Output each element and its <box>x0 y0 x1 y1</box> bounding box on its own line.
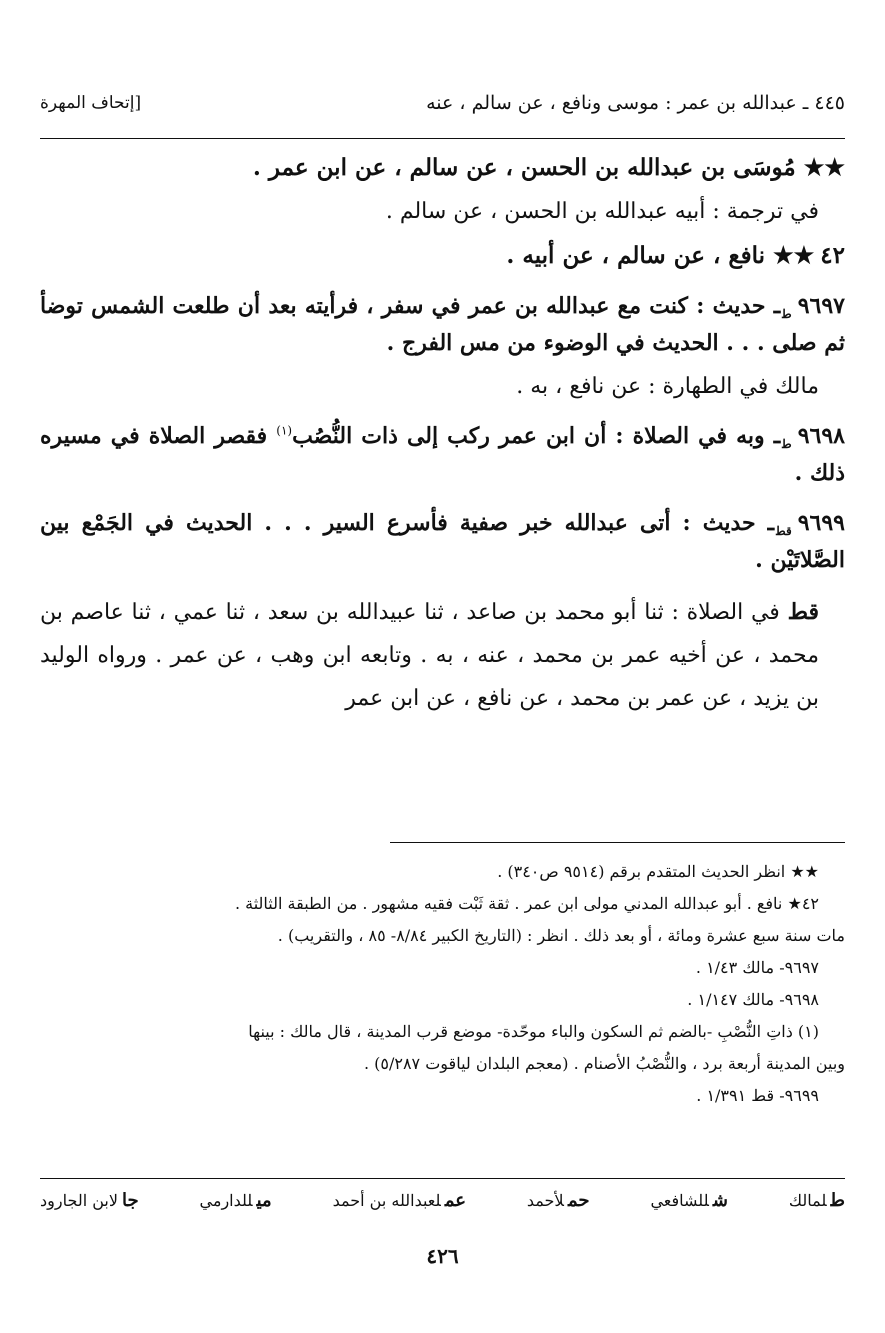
hadith-9698 <box>40 418 845 493</box>
source-mark: ط <box>782 306 792 321</box>
footnote-line: ٩٦٩٨- مالك ١/١٤٧ . <box>687 990 819 1009</box>
abbreviation-item: جالابن الجارود <box>40 1190 139 1211</box>
header-rule <box>40 138 845 139</box>
hadith-number: ٩٦٩٩ <box>797 509 845 536</box>
footnote-line: وبين المدينة أربعة برد ، والنُّصْبُ الأصنام . (معجم البلدان لياقوت ٥/٢٨٧) . <box>363 1054 845 1073</box>
narrator-entry-text: مُوسَى بن عبدالله بن الحسن ، عن سالم ، عن ابن عمر . <box>252 154 796 181</box>
abbreviation-item: حملأحمد <box>526 1190 590 1211</box>
running-header <box>40 86 845 120</box>
abbreviation-item: شللشافعي <box>650 1190 728 1211</box>
abbreviation-item: طلمالك <box>788 1190 845 1211</box>
footnote-line: ٩٦٩٩- قط ١/٣٩١ . <box>696 1086 819 1105</box>
cross-reference: في ترجمة : أبيه عبدالله بن الحسن ، عن سالم . <box>385 199 819 225</box>
abbreviation-rule <box>40 1178 845 1179</box>
footnote-line: ٩٦٩٧- مالك ١/٤٣ . <box>695 958 819 977</box>
footnote-separator <box>390 842 845 843</box>
main-text <box>40 148 845 721</box>
page-number: ٤٢٦ <box>426 1244 459 1268</box>
hadith-number: ٩٦٩٨ <box>797 422 845 449</box>
narrator-entry-nafi <box>40 236 845 275</box>
source-mark: ط <box>782 437 792 452</box>
abbreviation-item: ميللدارمي <box>199 1190 272 1211</box>
narrator-entry-text: نافع ، عن سالم ، عن أبيه . <box>506 242 766 270</box>
footnote-ref: (١) <box>276 423 293 438</box>
hadith-source-isnad <box>40 591 845 721</box>
abbreviation-key <box>40 1190 845 1211</box>
abbreviation-item: عملعبدالله بن أحمد <box>332 1190 466 1211</box>
running-title: ٤٤٥ ـ عبدالله بن عمر : موسى ونافع ، عن سالم ، عنه <box>426 92 845 114</box>
footnotes <box>40 856 845 1112</box>
stars-marker: ★★ <box>773 242 815 270</box>
isnad-text: في الصلاة : ثنا أبو محمد بن صاعد ، ثنا عبيدالله بن سعد ، ثنا عمي ، ثنا عاصم بن محمد ، عن أخيه عمر بن محمد ، عنه ، به . وتابعه ابن وهب ، عن عمر . ورواه الوليد بن يزيد ، عن عمر بن محمد ، عن نافع ، عن ابن عمر <box>40 600 819 712</box>
hadith-text: ـ حديث : أتى عبدالله خبر صفية فأسرع السير . . . الحديث في الجَمْع بين الصَّلاتَيْن . <box>40 509 845 573</box>
hadith-number: ٩٦٩٧ <box>797 292 845 319</box>
stars-marker: ★★ <box>803 154 845 181</box>
source-lead: قط <box>787 599 820 626</box>
narrator-entry-musa <box>40 148 845 187</box>
hadith-source: مالك في الطهارة : عن نافع ، به . <box>516 374 819 400</box>
hadith-9699 <box>40 505 845 580</box>
footnote-line: مات سنة سبع عشرة ومائة ، أو بعد ذلك . انظر : (التاريخ الكبير ٨/٨٤- ٨٥ ، والتقريب) . <box>277 926 845 945</box>
hadith-9697 <box>40 288 845 363</box>
source-mark: قط <box>776 523 792 538</box>
hadith-text: ـ حديث : كنت مع عبدالله بن عمر في سفر ، فرأيته بعد أن طلعت الشمس توضأ ثم صلى . . . الحديث في الوضوء من مس الفرج . <box>40 292 845 356</box>
entry-number: ٤٢ <box>820 242 845 270</box>
hadith-text: ـ وبه في الصلاة : أن ابن عمر ركب إلى ذات النُّصُب <box>292 422 781 449</box>
hadith-text-continued: فقصر الصلاة في مسيره ذلك . <box>40 422 845 487</box>
book-tag: [إتحاف المهرة <box>40 93 142 113</box>
footnote-line: ٤٢★ نافع . أبو عبدالله المدني مولى ابن عمر . ثقة ثَبْت فقيه مشهور . من الطبقة الثالثة . <box>234 894 819 913</box>
footnote-line: (١) ذاتِ النُّصْبِ -بالضم ثم السكون والباء موحّدة- موضع قرب المدينة ، قال مالك : بينها <box>248 1022 819 1041</box>
footnote-line: ★★ انظر الحديث المتقدم برقم (٩٥١٤ ص٣٤٠) . <box>497 862 819 881</box>
